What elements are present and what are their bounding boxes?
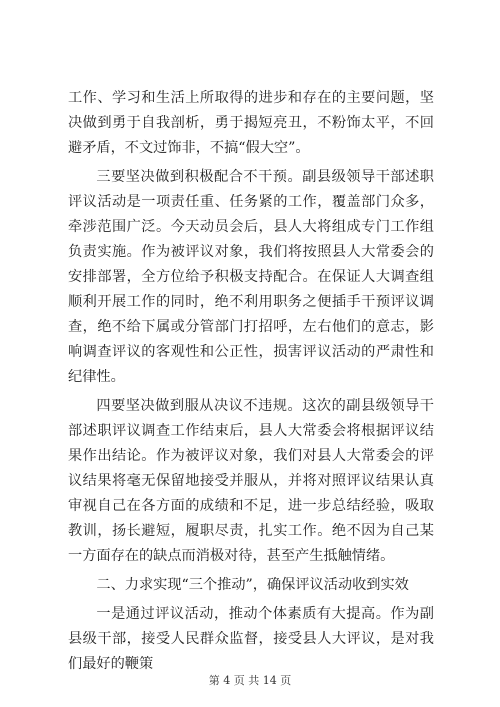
paragraph-point-three: 三要坚决做到积极配合不干预。副县级领导干部述职评议活动是一项责任重、任务紧的工作，覆盖部门众多，牵涉范围广泛。今天动员会后，县人大将组成专门工作组负责实施。作为被评议对象，我们将按照县人大常委会的安排部署，全方位给予积极支持配合。在保证人大调查组顺利开展工作的同时，绝不利用职务之便插手干预评议调查，绝不给下属或分管部门打招呼，左右他们的意志，影响调查评议的客观性和公正性，损害评议活动的严肃性和纪律性。	[68, 169, 434, 385]
paragraph-point-one: 一是通过评议活动，推动个体素质有大提高。作为副县级干部，接受人民群众监督，接受县人大评议，是对我们最好的鞭策	[68, 606, 434, 672]
document-body	[68, 86, 434, 681]
section-heading: 二、力求实现“三个推动”，确保评议活动收到实效	[96, 577, 409, 593]
paragraph-point-four: 四要坚决做到服从决议不违规。这次的副县级领导干部述职评议调查工作结束后，县人大常委会将根据评议结果作出结论。作为被评议对象，我们对县人大常委会的评议结果将毫无保留地接受并服从，并将对照评议结果认真审视自己在各方面的成绩和不足，进一步总结经验，吸取教训，扬长避短，履职尽责，扎实工作。绝不因为自己某一方面存在的缺点而消极对待，甚至产生抵触情绪。	[68, 398, 434, 564]
page-number-footer: 第 4 页 共 14 页	[208, 674, 292, 687]
paragraph-continuation: 工作、学习和生活上所取得的进步和存在的主要问题，坚决做到勇于自我剖析，勇于揭短亮丑，不粉饰太平，不回避矛盾，不文过饰非，不搞“假大空”。	[68, 90, 434, 156]
